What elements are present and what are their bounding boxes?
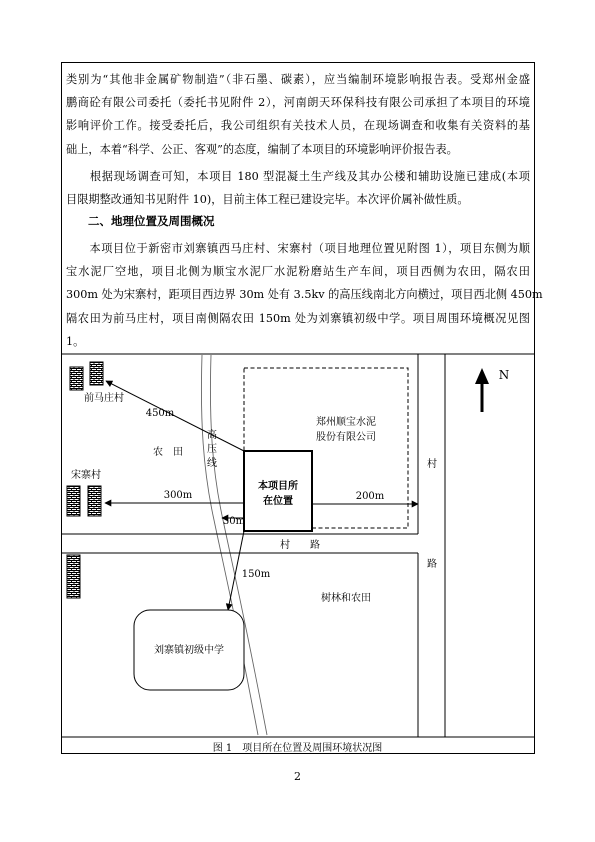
text-line: 1。 bbox=[66, 334, 85, 348]
label-factory-line2: 股份有限公司 bbox=[316, 432, 376, 443]
north-arrow-head-icon bbox=[475, 368, 489, 384]
text-line: 鹏商砼有限公司委托（委托书见附件 2），河南朗天环保科技有限公司承担了本项目的环境 bbox=[66, 96, 530, 110]
label-school: 刘寨镇初级中学 bbox=[154, 645, 224, 656]
section-heading: 二、地理位置及周围概况 bbox=[88, 214, 215, 228]
label-project-line1: 本项目所 bbox=[258, 481, 298, 492]
text-line: 影响评价工作。接受委托后，我公司组织有关技术人员，在现场调查和收集有关资料的基 bbox=[66, 119, 530, 133]
label-300m: 300m bbox=[163, 490, 193, 501]
label-farmland: 农 田 bbox=[153, 447, 183, 458]
label-power-line-3: 线 bbox=[207, 458, 217, 469]
label-songzhai: 宋寨村 bbox=[71, 470, 101, 481]
label-30m: 30m bbox=[222, 516, 246, 527]
text-line: 目限期整改通知书见附件 10)，目前主体工程已建设完毕。本次评价属补做性质。 bbox=[66, 193, 469, 207]
figure-caption: 图 1 项目所在位置及周围环境状况图 bbox=[212, 743, 383, 754]
label-power-line-1: 高 bbox=[207, 430, 217, 441]
page-number: 2 bbox=[294, 770, 301, 783]
label-power-line-2: 压 bbox=[207, 444, 217, 455]
text-line: 根据现场调查可知，本项目 180 型混凝土生产线及其办公楼和辅助设施已建成(本项 bbox=[66, 170, 530, 183]
label-qianmazhuang: 前马庄村 bbox=[84, 393, 124, 404]
label-450m: 450m bbox=[145, 408, 175, 419]
label-north: N bbox=[498, 368, 510, 382]
label-200m: 200m bbox=[355, 491, 385, 502]
text-line: 300m 处为宋寨村，距项目西边界 30m 处有 3.5kv 的高压线南北方向横过，项目西北侧 450m bbox=[66, 288, 543, 302]
text-line: 宝水泥厂空地，项目北侧为顺宝水泥厂水泥粉磨站生产车间，项目西侧为农田，隔农田 bbox=[66, 265, 530, 279]
label-village-road-2: 路 bbox=[427, 559, 437, 570]
label-project-line2: 在位置 bbox=[263, 496, 293, 507]
text-line: 本项目位于新密市刘寨镇西马庄村、宋寨村（项目地理位置见附图 1），项目东侧为顺 bbox=[66, 242, 530, 255]
text-line: 隔农田为前马庄村，项目南侧隔农田 150m 处为刘寨镇初级中学。项目周围环境概况见图 bbox=[66, 311, 530, 325]
label-150m: 150m bbox=[241, 569, 271, 580]
text-line: 础上，本着“科学、公正、客观”的态度，编制了本项目的环境影响评价报告表。 bbox=[66, 142, 458, 156]
label-village-road-1: 村 bbox=[427, 459, 437, 470]
arrow-to-qianmazhuang bbox=[106, 381, 244, 451]
label-factory-line1: 郑州顺宝水泥 bbox=[316, 417, 376, 428]
text-line: 类别为“其他非金属矿物制造”（非石墨、碳素），应当编制环境影响报告表。受郑州金盛 bbox=[66, 73, 530, 86]
label-road: 村 路 bbox=[280, 540, 320, 551]
label-woods-farmland: 树林和农田 bbox=[321, 593, 371, 604]
